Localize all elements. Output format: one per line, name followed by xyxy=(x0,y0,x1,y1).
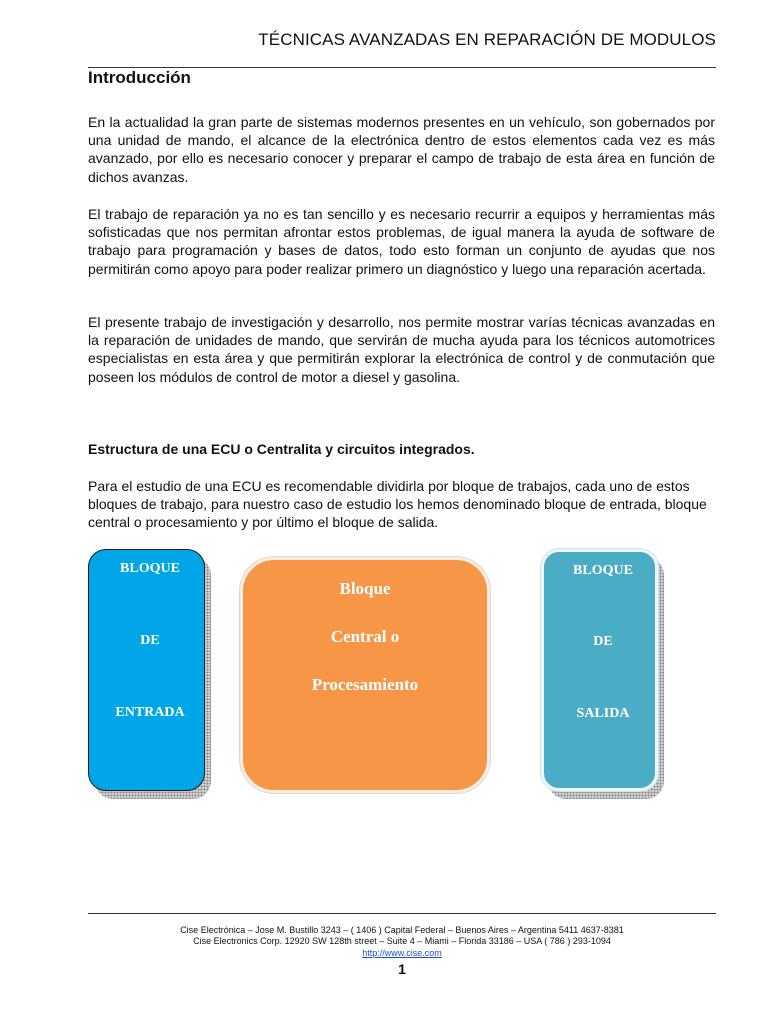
intro-paragraph-1: En la actualidad la gran parte de sistemas modernos presentes en un vehículo, son gobernados por una unidad de mando, el alcance de la electrónica dentro de estos elementos cada vez es más avanzado, por ello es necesario conocer y preparar el campo de trabajo de esta área en función de dichos avanzas. xyxy=(88,114,715,185)
ecu-structure-paragraph: Para el estudio de una ECU es recomendable dividirla por bloque de trabajos, cada uno de estos bloques de trabajo, para nuestro caso de estudio los hemos denominado bloque de entrada, bloque central o procesamiento y por último el bloque de salida. xyxy=(88,478,707,531)
footer-address-usa: Cise Electronics Corp. 12920 SW 128th street – Suite 4 – Miami – Florida 33186 – USA ( 786 ) 293-1094 xyxy=(193,936,611,946)
central-block-label-line3: Procesamiento xyxy=(311,675,419,694)
page-header-title: TÉCNICAS AVANZADAS EN REPARACIÓN DE MODULOS xyxy=(258,30,716,49)
page-number: 1 xyxy=(398,961,406,977)
section-heading-ecu-structure: Estructura de una ECU o Centralita y circuitos integrados. xyxy=(88,441,475,457)
intro-paragraph-3: El presente trabajo de investigación y desarrollo, nos permite mostrar varías técnicas avanzadas en la reparación de unidades de mando, que servirán de mucha ayuda para los técnicos automotrices especialistas en esta área y que permitirán explorar la electrónica de control y de conmutación que poseen los módulos de control de motor a diesel y gasolina. xyxy=(88,314,715,385)
central-block-label-line2: Central o xyxy=(330,627,400,646)
section-heading-introduccion: Introducción xyxy=(88,68,191,87)
footer-address-argentina: Cise Electrónica – Jose M. Bustillo 3243 – ( 1406 ) Capital Federal – Buenos Aires – Argentina 5411 4637-8381 xyxy=(180,925,624,935)
output-block-label-line2: DE xyxy=(593,634,613,649)
footer-divider xyxy=(88,913,716,914)
input-block-label-line3: ENTRADA xyxy=(115,705,185,720)
output-block xyxy=(541,549,665,801)
output-block-label-line1: BLOQUE xyxy=(573,563,633,578)
central-block xyxy=(240,557,490,793)
input-block-label-line1: BLOQUE xyxy=(120,561,180,576)
output-block-box xyxy=(541,549,658,791)
input-block-label-line2: DE xyxy=(140,633,160,648)
input-block-box xyxy=(88,549,205,791)
central-block-label-line1: Bloque xyxy=(339,579,391,598)
input-block xyxy=(88,549,212,801)
output-block-label-line3: SALIDA xyxy=(576,706,630,721)
intro-paragraph-2: El trabajo de reparación ya no es tan sencillo y es necesario recurrir a equipos y herramientas más sofisticadas que nos permitan afrontar estos problemas, de igual manera la ayuda de software de trabajo para programación y bases de datos, todo esto forman un conjunto de ayudas que nos permitirán como apoyo para poder realizar primero un diagnóstico y luego una reparación acertada. xyxy=(88,206,715,277)
footer-website-link[interactable]: http://www.cise.com xyxy=(362,948,442,958)
